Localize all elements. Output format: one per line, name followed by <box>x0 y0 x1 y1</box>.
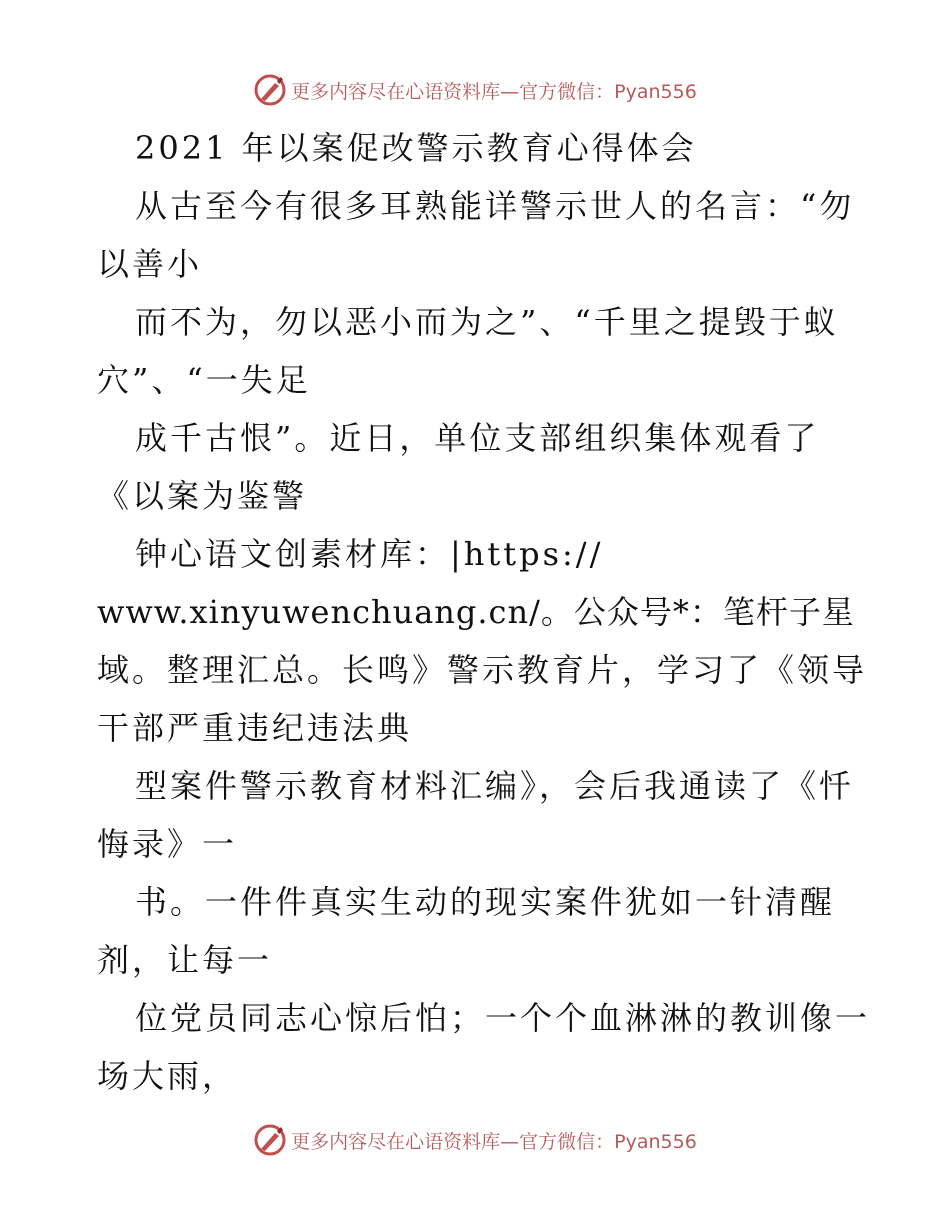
text-line: 以善小 <box>97 245 203 283</box>
text-line: www.xinyuwenchuang.cn/。公众号*：笔杆子星 <box>97 593 855 631</box>
text-line: 剂，让每一 <box>97 941 273 979</box>
text-line: 域。整理汇总。长鸣》警示教育片，学习了《领导 <box>97 651 868 689</box>
footer-banner-text: 更多内容尽在心语资料库— <box>291 1130 520 1153</box>
text-line: 干部严重违纪违法典 <box>97 709 413 747</box>
text-line: 悔录》一 <box>97 825 238 863</box>
text-line: 场大雨， <box>97 1057 238 1095</box>
footer-watermark-banner <box>0 1120 950 1160</box>
pen-logo-icon <box>253 1123 287 1157</box>
text-line: 型案件警示教育材料汇编》，会后我通读了《忏 <box>135 767 855 805</box>
text-line: 书。一件件真实生动的现实案件犹如一针清醒 <box>135 883 836 921</box>
text-line: 位党员同志心惊后怕；一个个血淋淋的教训像一 <box>135 999 871 1037</box>
text-line: 穴”、“一失足 <box>97 361 311 399</box>
document-title: 2021 年以案促改警示教育心得体会 <box>135 129 697 167</box>
header-banner-wechat: 官方微信：Pyan556 <box>519 80 697 103</box>
text-line: 而不为，勿以恶小而为之”、“千里之提毁于蚁 <box>135 303 839 341</box>
header-banner-text: 更多内容尽在心语资料库— <box>291 80 520 103</box>
text-line: 钟心语文创素材库：|https:// <box>135 535 604 573</box>
footer-banner-wechat: 官方微信：Pyan556 <box>519 1130 697 1153</box>
header-watermark-banner <box>0 70 950 110</box>
text-line: 从古至今有很多耳熟能详警示世人的名言：“勿 <box>135 187 855 225</box>
pen-logo-icon <box>253 73 287 107</box>
text-line: 《以案为鉴警 <box>97 477 308 515</box>
text-line: 成千古恨”。近日，单位支部组织集体观看了 <box>135 419 820 457</box>
